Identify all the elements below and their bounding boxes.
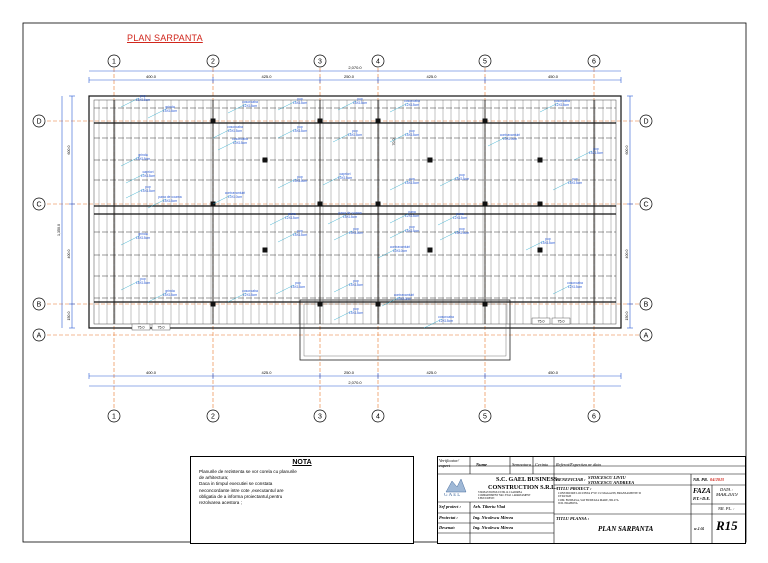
member-label: 15X15cm (348, 231, 364, 236)
dimension-label: 150.0 (625, 311, 629, 321)
titlu-proiect-value: CONSTRUIRE LOCUINTA P+1E CU MAGAZIN, BRANSAMENTE SI UTILITATI COM. BUDEASA, SAT BUDEASA MARE, NR.27A JUD. PRAHOVA (558, 492, 642, 506)
post-marker (428, 158, 433, 163)
post-marker (263, 158, 268, 163)
member-label: pana (408, 210, 416, 214)
post-marker (483, 202, 488, 207)
post-marker (211, 302, 216, 307)
nota-heading: NOTA (292, 459, 312, 466)
dimension-total-label: 2,070.0 (348, 380, 362, 385)
dimension-label: 425.0 (426, 370, 437, 375)
member-label: 15X15cm (454, 177, 470, 182)
member-label: pop (409, 225, 415, 229)
data-value: MAR.2019 (716, 493, 738, 498)
sef-proiect-label: Sef proiect : (439, 504, 461, 509)
member-label: cosoroaba (404, 99, 420, 103)
member-label: cosoroaba (227, 125, 243, 129)
member-label: 15X15cm (290, 285, 306, 290)
post-marker (428, 248, 433, 253)
member-label: pop (353, 307, 359, 311)
member-label: pop (297, 97, 303, 101)
member-label: 12X15cm (284, 216, 300, 221)
member-label: 15X15cm (162, 199, 178, 204)
member-label: 15X15cm (135, 157, 151, 162)
member-label: cosoroaba (438, 315, 454, 319)
member-label: 10X15cm (140, 174, 156, 179)
member-label: 12X15cm (404, 214, 420, 219)
member-label: 12X15cm (554, 103, 570, 108)
post-marker (483, 302, 488, 307)
dimension-label: 150.0 (67, 311, 71, 321)
post-marker (538, 202, 543, 207)
axis-grid (33, 55, 652, 422)
member-label: pop (409, 129, 415, 133)
post-marker (211, 119, 216, 124)
dimension-label: 450.0 (547, 370, 559, 375)
member-label: pana de coama (158, 195, 182, 199)
wall-dim-label: 70.0 (392, 138, 396, 146)
nr-pl-value: R15 (716, 519, 738, 533)
small-dim-label: 75.0 (157, 325, 165, 330)
axis-label: D (36, 118, 42, 126)
dimension-label: 400.0 (67, 249, 71, 259)
beneficiar-label: BENEFICIAR : (556, 477, 586, 482)
member-label: pop (572, 177, 578, 181)
axis-label: 1 (112, 413, 116, 421)
member-label: 12X15cm (438, 319, 454, 324)
nr-pr-label: NR. PR. (693, 477, 709, 482)
axis-label: 3 (318, 58, 322, 66)
nota-line: de arhitectura; (199, 475, 229, 481)
member-label: pop (459, 173, 465, 177)
member-label: 15X15cm (404, 133, 420, 138)
beneficiar-value: STOICESCU LIVIU STOICESCU ANDREEA (588, 475, 635, 485)
company-name-line1: S.C. GAEL BUSINESS (496, 476, 558, 483)
small-dim-label: 75.0 (137, 325, 145, 330)
dimension-label: 600.0 (67, 145, 71, 155)
member-label: capriori (142, 170, 154, 174)
member-label: 10X15cm (337, 176, 353, 181)
proiectat-value: Ing. Nicolescu Mircea (473, 515, 514, 520)
member-label: grinda (165, 289, 175, 293)
member-label: 12X15cm (567, 285, 583, 290)
member-label: 10X15cm (227, 129, 243, 134)
member-label: 12X15cm (242, 104, 258, 109)
post-marker (483, 119, 488, 124)
member-label: 15X15cm (404, 229, 420, 234)
member-label: contravantuiri (499, 133, 521, 137)
member-label: 15X15cm (342, 215, 358, 220)
member-label: 15X15cm (348, 311, 364, 316)
post-marker (538, 248, 543, 253)
titlu-proiect-label: TITLU PROIECT : (556, 486, 592, 491)
axis-label: 6 (592, 58, 596, 66)
member-label: pop (357, 97, 363, 101)
axis-label: 1 (112, 58, 116, 66)
member-label: 15X15cm (292, 101, 308, 106)
axis-label: B (36, 301, 42, 309)
post-marker (376, 119, 381, 124)
member-label: 15X15cm (540, 241, 556, 246)
dimension-label: 450.0 (547, 74, 559, 79)
annex-inner-outline (304, 304, 506, 356)
col-semnatura: Semnatura (512, 462, 532, 467)
annex-outline (300, 300, 510, 360)
drawing-title: PLAN SARPANTA (127, 33, 203, 43)
axis-label: 4 (376, 58, 380, 66)
axis-label: 5 (483, 58, 487, 66)
axis-label: 3 (318, 413, 322, 421)
axis-label: A (36, 332, 42, 340)
company-logo-icon (446, 479, 466, 492)
axis-label: C (643, 201, 649, 209)
post-marker (376, 302, 381, 307)
member-label: cosoroaba (567, 281, 583, 285)
member-label: 15X15cm (588, 151, 604, 156)
member-label: 15X15cm (404, 181, 420, 186)
member-label: pop (353, 279, 359, 283)
member-label: cosoroaba (242, 289, 258, 293)
proiectat-label: Proiectat : (439, 515, 458, 520)
member-label: 15X15cm (292, 179, 308, 184)
small-dim-label: 75.0 (537, 319, 545, 324)
member-label: 15X15cm (135, 281, 151, 286)
member-label: pop (352, 129, 358, 133)
member-label: pana (288, 212, 296, 216)
member-label: pana (456, 212, 464, 216)
member-label: 15X15cm (348, 283, 364, 288)
member-label: cosoroaba (242, 100, 258, 104)
titlu-plansa-value: PLAN SARPANTA (598, 525, 654, 533)
faza-label: FAZA (693, 487, 711, 495)
desenat-label: Desenat: (439, 525, 456, 530)
member-label: pop (353, 227, 359, 231)
axis-label: 2 (211, 413, 215, 421)
company-address: STR.BASTIONULUI NR.14 CLADIREA COMPARTIMENT NR.1 ETAJ 1 APARTAMENT 6 BUCURESTI (478, 491, 531, 500)
member-label: pop (297, 229, 303, 233)
col-nume: Nume (476, 462, 487, 467)
nota-line: Planurile de rezistenta se vor corela cu planurile (199, 469, 297, 474)
company-name-line2: CONSTRUCTION S.R.L. (488, 484, 557, 491)
small-dim-label: 75.0 (557, 319, 565, 324)
faza-value: P.T.+D.E. (693, 496, 711, 501)
dimension-label: 400.0 (145, 370, 157, 375)
member-label: contravantuiri (393, 293, 415, 297)
member-label: grinda (138, 153, 148, 157)
dimension-label: 400.0 (625, 249, 629, 259)
axis-label: 6 (592, 413, 596, 421)
member-label: 15X15cm (162, 293, 178, 298)
company-logo-text: GAEL (444, 493, 462, 498)
member-label: pop (545, 237, 551, 241)
desenat-value: Ing. Nicolescu Mircea (473, 525, 514, 530)
dimension-label: 600.0 (625, 145, 629, 155)
member-label: grinda (138, 232, 148, 236)
col-referat: Referat/Expertiza nr data (556, 462, 601, 467)
axis-label: C (36, 201, 42, 209)
axis-label: 5 (483, 413, 487, 421)
post-marker (318, 119, 323, 124)
member-label: 15X15cm (140, 189, 156, 194)
member-label: 10X10cm (392, 249, 408, 254)
dimension-label: 250.0 (343, 370, 355, 375)
dimension-total-label: 2,070.0 (348, 65, 362, 70)
member-label: pop (140, 94, 146, 98)
member-label: 10X10cm (227, 195, 243, 200)
nota-box (190, 456, 414, 544)
title-block (437, 456, 746, 544)
dimension-label: 250.0 (343, 74, 355, 79)
data-label: DATA : (720, 487, 733, 492)
scara-value: sc.1:50 (694, 527, 705, 531)
member-label: cosoroaba (554, 99, 570, 103)
member-label: cosoroaba (232, 137, 248, 141)
axis-label: 4 (376, 413, 380, 421)
nr-pr-value: 04/2019 (710, 477, 725, 482)
col-cerinta: Cerinta (535, 462, 549, 467)
member-label: pop (295, 281, 301, 285)
member-label: 15X15cm (292, 129, 308, 134)
dimension-label: 425.0 (261, 74, 272, 79)
nota-line: obligatia de a informa proiectantul,pentru (199, 493, 283, 499)
member-label: 10X10cm (396, 297, 412, 302)
member-label: 15X15cm (347, 133, 363, 138)
member-label: grinda (165, 105, 175, 109)
member-label: pop (409, 177, 415, 181)
member-label: 15X15cm (567, 181, 583, 186)
member-label: pop (297, 175, 303, 179)
member-label: 12X15cm (452, 216, 468, 221)
nota-line: Daca in timpul executiei se constata (199, 481, 273, 487)
post-marker (318, 202, 323, 207)
member-label: contravantuiri (389, 245, 411, 249)
member-label: pana de coama (338, 211, 362, 215)
post-marker (318, 302, 323, 307)
member-label: 12X15cm (242, 293, 258, 298)
sef-proiect-value: Arh. Tiberiu Vlad (473, 504, 506, 509)
axis-label: D (643, 118, 649, 126)
verificator-label: Verificator/ expert (439, 458, 459, 468)
member-label: 12X15cm (404, 103, 420, 108)
member-label: contravantuiri (224, 191, 246, 195)
axis-label: B (643, 301, 649, 309)
titlu-plansa-label: TITLU PLANSA : (556, 516, 590, 521)
dimension-total-label: 1,350.0 (57, 224, 61, 236)
member-label: pop (140, 277, 146, 281)
member-label: pop (593, 147, 599, 151)
member-label: 15X15cm (454, 231, 470, 236)
dimension-label: 425.0 (261, 370, 272, 375)
post-marker (376, 202, 381, 207)
member-label: pop (459, 227, 465, 231)
member-label: 15X15cm (135, 236, 151, 241)
axis-label: 2 (211, 58, 215, 66)
dimension-label: 400.0 (145, 74, 157, 79)
member-label: pop (297, 125, 303, 129)
member-label: 10X10cm (502, 137, 518, 142)
axis-label: A (643, 332, 649, 340)
member-label: 15X15cm (135, 98, 151, 103)
post-marker (538, 158, 543, 163)
dimension-label: 425.0 (426, 74, 437, 79)
member-label: 10X15cm (232, 141, 248, 146)
member-label: 15X15cm (292, 233, 308, 238)
member-label: 15X15cm (352, 101, 368, 106)
member-label: 15X15cm (162, 109, 178, 114)
nr-pl-label: NR. PL. : (718, 506, 735, 511)
nota-line: neconcordante intre cote ,executantul are (199, 487, 284, 493)
dimension-lines (57, 65, 633, 386)
nota-line: rezolvarea acestora ; (199, 500, 242, 506)
member-label: pop (145, 185, 151, 189)
member-label: capriori (339, 172, 351, 176)
post-marker (263, 248, 268, 253)
